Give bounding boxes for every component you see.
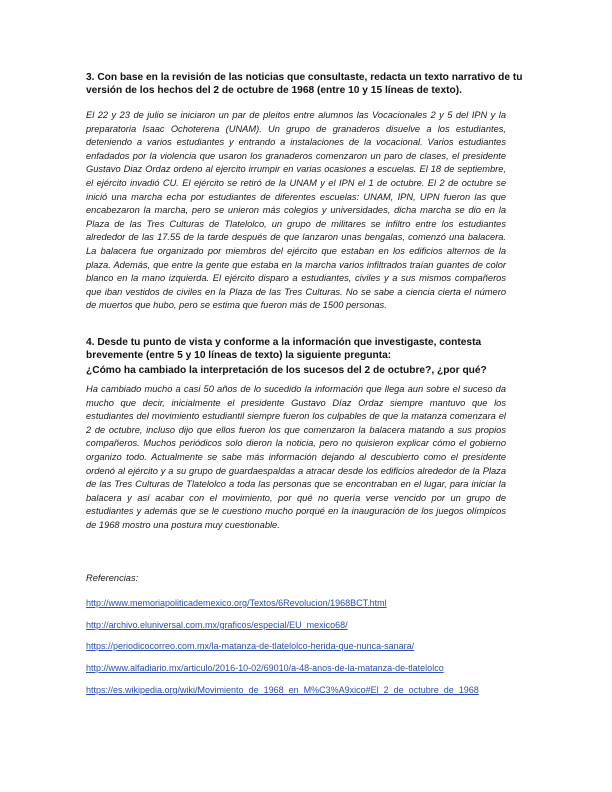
reference-link-5[interactable]: https://es.wikipedia.org/wiki/Movimiento_de_1968_en_M%C3%A9xico#El_2_de_octubre_de_1968 xyxy=(86,685,479,695)
reference-link-2[interactable]: http://archivo.eluniversal.com.mx/graficos/especial/EU_mexico68/ xyxy=(86,620,348,630)
reference-link-4[interactable]: http://www.alfadiario.mx/articulo/2016-10-02/69010/a-48-anos-de-la-matanza-de-tlatelolco xyxy=(86,663,444,673)
question-4-question: ¿Cómo ha cambiado la interpretación de los sucesos del 2 de octubre?, ¿por qué? xyxy=(86,365,487,376)
reference-link-1[interactable]: http://www.memoriapoliticademexico.org/Textos/6Revolucion/1968BCT.html xyxy=(86,598,387,608)
question-3-heading: 3. Con base en la revisión de las noticias que consultaste, redacta un texto narrativo de tu versión de los hechos del 2 de octubre de 1968 (entre 10 y 15 líneas de texto). xyxy=(86,72,523,97)
question-4-heading: 4. Desde tu punto de vista y conforme a la información que investigaste, contesta brevemente (entre 5 y 10 líneas de texto) la siguiente pregunta: xyxy=(86,337,482,362)
question-4-answer: Ha cambiado mucho a casi 50 años de lo sucedido la información que llega aun sobre el suceso da mucho que decir, inicialmente el presidente Gustavo Díaz Ordaz siempre mantuvo que los estudiantes del movimiento estudiantil siempre fueron los culpables de que la matanza comenzara el 2 de octubre, incluso dijo que ellos fueron los que comenzaron la balacera matando a sus propios compañeros. Muchos periódicos solo dieron la noticia, pero no quisieron explicar cómo el gobierno organizo todo. Actualmente se sabe más información dejando al descubierto como el presidente ordenó al ejército y a su grupo de guardaespaldas a atracar desde los edificios alrededor de la Plaza de las Tres Culturas de Tlatelolco a toda las personas que se encontraban en el lugar, para iniciar la balacera y así acabar con el movimiento, por qué no quería verse vencido por un grupo de estudiantes y además que se le cuestiono mucho porqué en la inauguración de los juegos olímpicos de 1968 mostro una postura muy cuestionable. xyxy=(86,384,506,530)
reference-link-3[interactable]: https://periodicocorreo.com.mx/la-matanza-de-tlatelolco-herida-que-nunca-sanara/ xyxy=(86,641,415,651)
references-label: Referencias: xyxy=(86,573,139,583)
question-3-answer: El 22 y 23 de julio se iniciaron un par de pleitos entre alumnos las Vocacionales 2 y 5 del IPN y la preparatoria Isaac Ochoterena (UNAM). Un grupo de granaderos disuelve a los estudiantes, deteniendo a varios estudiantes y entrando a instalaciones de la vocacional. Varios estudiantes enfadados por la violencia que usaron los granaderos comenzaron un paro de clases, el presidente Gustavo Diaz Ordaz ordeno al ejercito irrumpir en varias ocasiones a escuelas. El 18 de septiembre, el ejército invadió CU. El ejército se retiró de la UNAM y el IPN el 1 de octubre. El 2 de octubre se inició una marcha echa por estudiantes de diferentes escuelas: UNAM, IPN, UPN fueron las que encabezaron la marcha, pero se unieron más colegios y universidades, dicha marcha se dio en la Plaza de las Tres Culturas de Tlatelolco, un grupo de militares se infiltro entre los estudiantes alrededor de las 17.55 de la tarde después de que lanzaron unas bengalas, comenzó una balacera. La balacera fue organizado por miembros del ejército que estaban en los edificios alternos de la plaza. Además, que entre la gente que estaba en la marcha varios infiltrados traían guantes de color blanco en la mano izquierda. El ejército disparo a estudiantes, civiles y a sus mismos compañeros que iban vestidos de civiles en la Plaza de las Tres Culturas. No se sabe a ciencia cierta el número de muertos que hubo, pero se estima que fueron más de 1500 personas. xyxy=(86,110,506,311)
